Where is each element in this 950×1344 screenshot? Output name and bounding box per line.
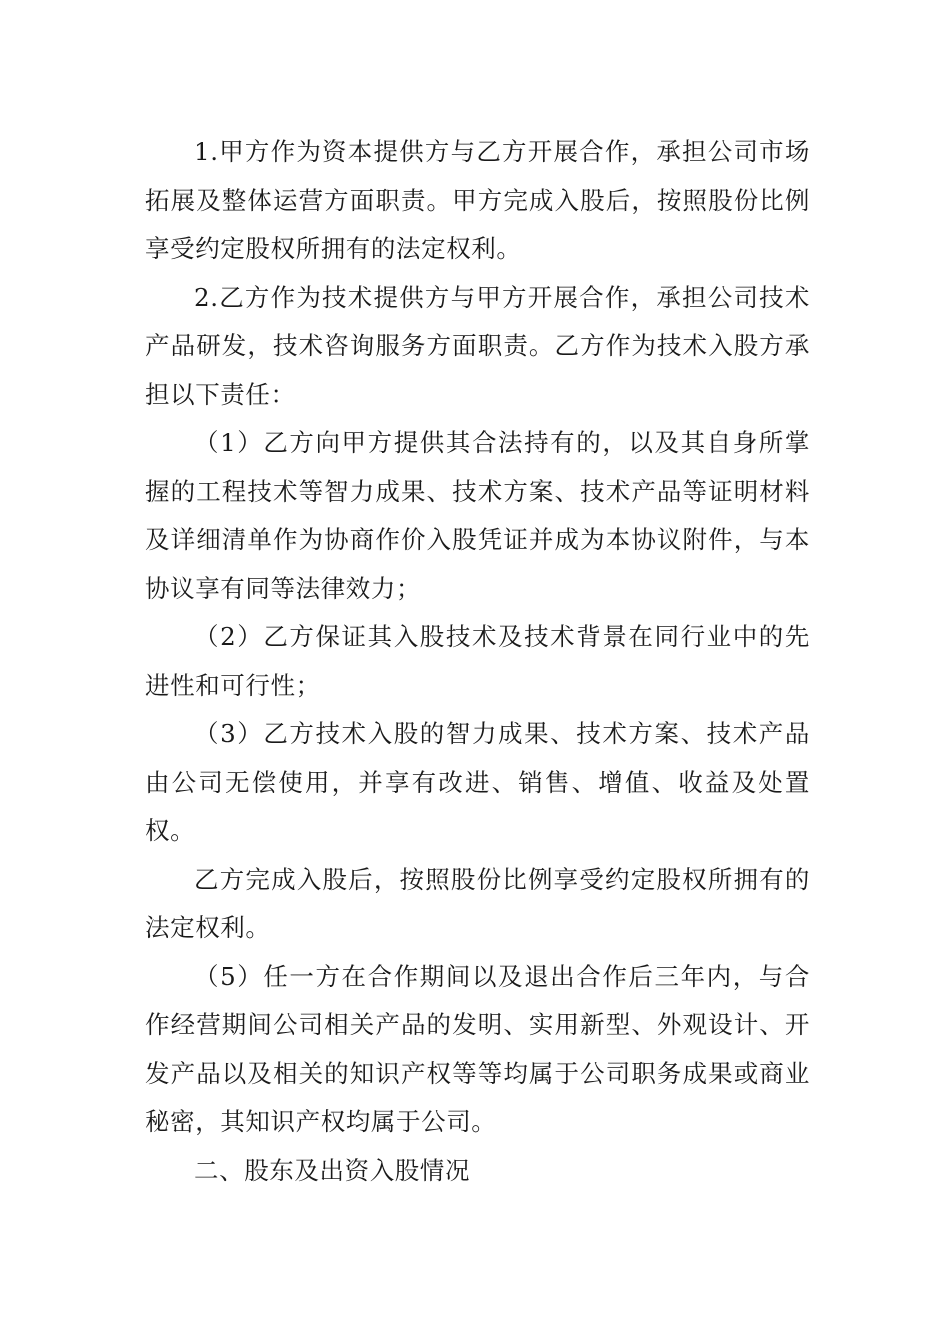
paragraph-party-b-duties: 2.乙方作为技术提供方与甲方开展合作，承担公司技术产品研发，技术咨询服务方面职责。乙方作为技术入股方承担以下责任： <box>145 282 810 409</box>
document-body <box>145 128 810 1195</box>
paragraph-item-2: （2）乙方保证其入股技术及技术背景在同行业中的先进性和可行性； <box>145 622 810 700</box>
paragraph-party-b-rights: 乙方完成入股后，按照股份比例享受约定股权所拥有的法定权利。 <box>145 864 810 942</box>
paragraph-item-3: （3）乙方技术入股的智力成果、技术方案、技术产品由公司无偿使用，并享有改进、销售、增值、收益及处置权。 <box>145 719 810 845</box>
paragraph-item-1: （1）乙方向甲方提供其合法持有的，以及其自身所掌握的工程技术等智力成果、技术方案、技术产品等证明材料及详细清单作为协商作价入股凭证并成为本协议附件，与本协议享有同等法律效力； <box>145 428 810 603</box>
paragraph-item-5: （5）任一方在合作期间以及退出合作后三年内，与合作经营期间公司相关产品的发明、实用新型、外观设计、开发产品以及相关的知识产权等等均属于公司职务成果或商业秘密，其知识产权均属于公司。 <box>145 961 810 1136</box>
paragraph-party-a-duties: 1.甲方作为资本提供方与乙方开展合作，承担公司市场拓展及整体运营方面职责。甲方完成入股后，按照股份比例享受约定股权所拥有的法定权利。 <box>145 137 810 263</box>
section-heading-shareholders: 二、股东及出资入股情况 <box>194 1155 471 1185</box>
